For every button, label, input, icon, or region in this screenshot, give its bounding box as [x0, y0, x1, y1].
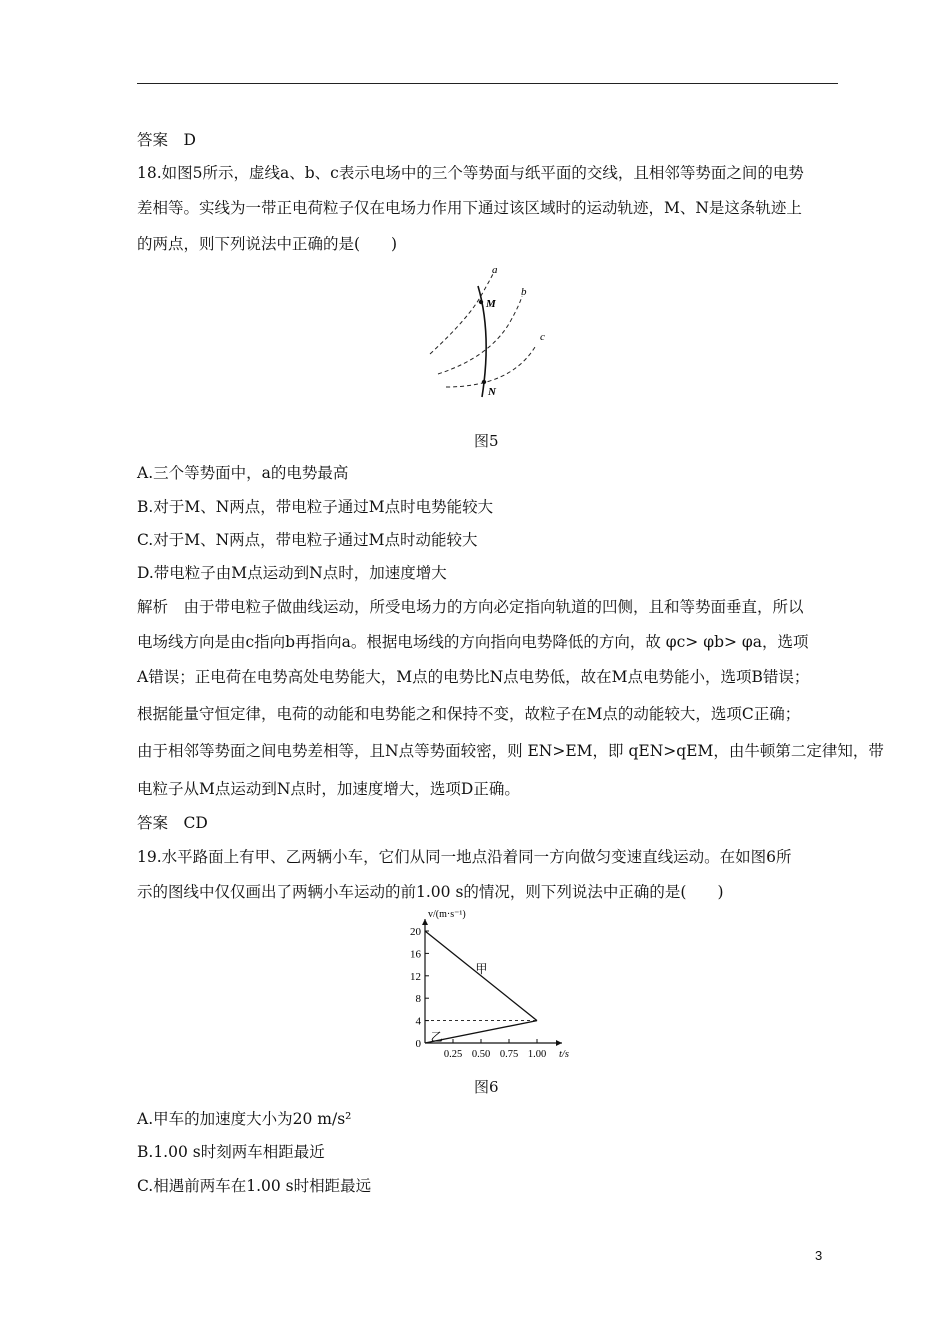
header-rule [137, 83, 838, 84]
series-label-jia: 甲 [475, 962, 488, 976]
y-tick-label: 8 [415, 993, 421, 1006]
point-m [479, 300, 483, 304]
label-c: c [540, 331, 545, 343]
q18-option-c: C.对于M、N两点，带电粒子通过M点时动能较大 [137, 531, 478, 549]
label-b: b [521, 286, 527, 298]
label-a: a [492, 264, 498, 276]
prev-answer: 答案 D [137, 131, 196, 149]
q18-line-1: 18.如图5所示，虚线a、b、c表示电场中的三个等势面与纸平面的交线，且相邻等势面之间的电势 [137, 164, 804, 182]
figure-6-chart [400, 910, 580, 1060]
x-tick-label: 0.75 [499, 1049, 519, 1060]
y-tick-label: 12 [410, 970, 421, 983]
y-axis-label: v/(m·s⁻¹) [428, 910, 466, 920]
y-tick-label: 0 [415, 1038, 421, 1050]
y-tick-label: 20 [410, 926, 421, 938]
label-n: N [488, 386, 496, 398]
figure-6-caption: 图6 [474, 1078, 499, 1096]
label-m: M [486, 298, 496, 310]
point-n [482, 380, 486, 384]
analysis-line-3: A错误；正电荷在电势高处电势能大，M点的电势比N点电势低，故在M点电势能小，选项B错误； [137, 668, 810, 686]
x-tick-label: 0.25 [443, 1049, 463, 1060]
q19-line-1: 19.水平路面上有甲、乙两辆小车，它们从同一地点沿着同一方向做匀变速直线运动。在如图6所 [137, 848, 792, 866]
q19-option-a: A.甲车的加速度大小为20 m/s² [137, 1110, 352, 1128]
x-axis-label: t/s [559, 1049, 569, 1060]
analysis-line-6: 电粒子从M点运动到N点时，加速度增大，选项D正确。 [137, 780, 520, 798]
q18-answer: 答案 CD [137, 814, 208, 832]
q18-line-3: 的两点，则下列说法中正确的是( ) [137, 235, 398, 253]
equipotential-c [446, 347, 535, 387]
q19-line-2: 示的图线中仅仅画出了两辆小车运动的前1.00 s的情况，则下列说法中正确的是( ) [137, 883, 724, 901]
q18-option-b: B.对于M、N两点，带电粒子通过M点时电势能较大 [137, 498, 494, 516]
series-label-yi: 乙 [430, 1029, 443, 1044]
q18-option-a: A.三个等势面中，a的电势最高 [137, 464, 349, 482]
q18-line-2: 差相等。实线为一带正电荷粒子仅在电场力作用下通过该区域时的运动轨迹，M、N是这条轨迹上 [137, 199, 802, 217]
q18-option-d: D.带电粒子由M点运动到N点时，加速度增大 [137, 564, 447, 582]
analysis-line-1: 解析 由于带电粒子做曲线运动，所受电场力的方向必定指向轨道的凹侧，且和等势面垂直，所以 [137, 598, 804, 616]
equipotential-b [438, 296, 522, 374]
y-tick-label: 4 [415, 1015, 421, 1028]
analysis-line-4: 根据能量守恒定律，电荷的动能和电势能之和保持不变，故粒子在M点的动能较大，选项C正确； [137, 705, 801, 723]
q19-option-b: B.1.00 s时刻两车相距最近 [137, 1143, 325, 1161]
x-axis-arrow [556, 1040, 562, 1046]
figure-5-caption: 图5 [474, 432, 499, 450]
analysis-line-2: 电场线方向是由c指向b再指向a。根据电场线的方向指向电势降低的方向，故 φc> φb> φa，选项 [137, 633, 809, 651]
analysis-line-5: 由于相邻等势面之间电势差相等，且N点等势面较密，则 EN>EM，即 qEN>qEM，由牛顿第二定律知，带 [137, 742, 884, 760]
figure-5 [420, 262, 560, 402]
page-number: 3 [815, 1248, 823, 1263]
y-tick-label: 16 [410, 948, 421, 961]
q19-option-c: C.相遇前两车在1.00 s时相距最远 [137, 1177, 372, 1195]
x-tick-label: 0.50 [471, 1049, 491, 1060]
x-tick-label: 1.00 [527, 1049, 547, 1060]
